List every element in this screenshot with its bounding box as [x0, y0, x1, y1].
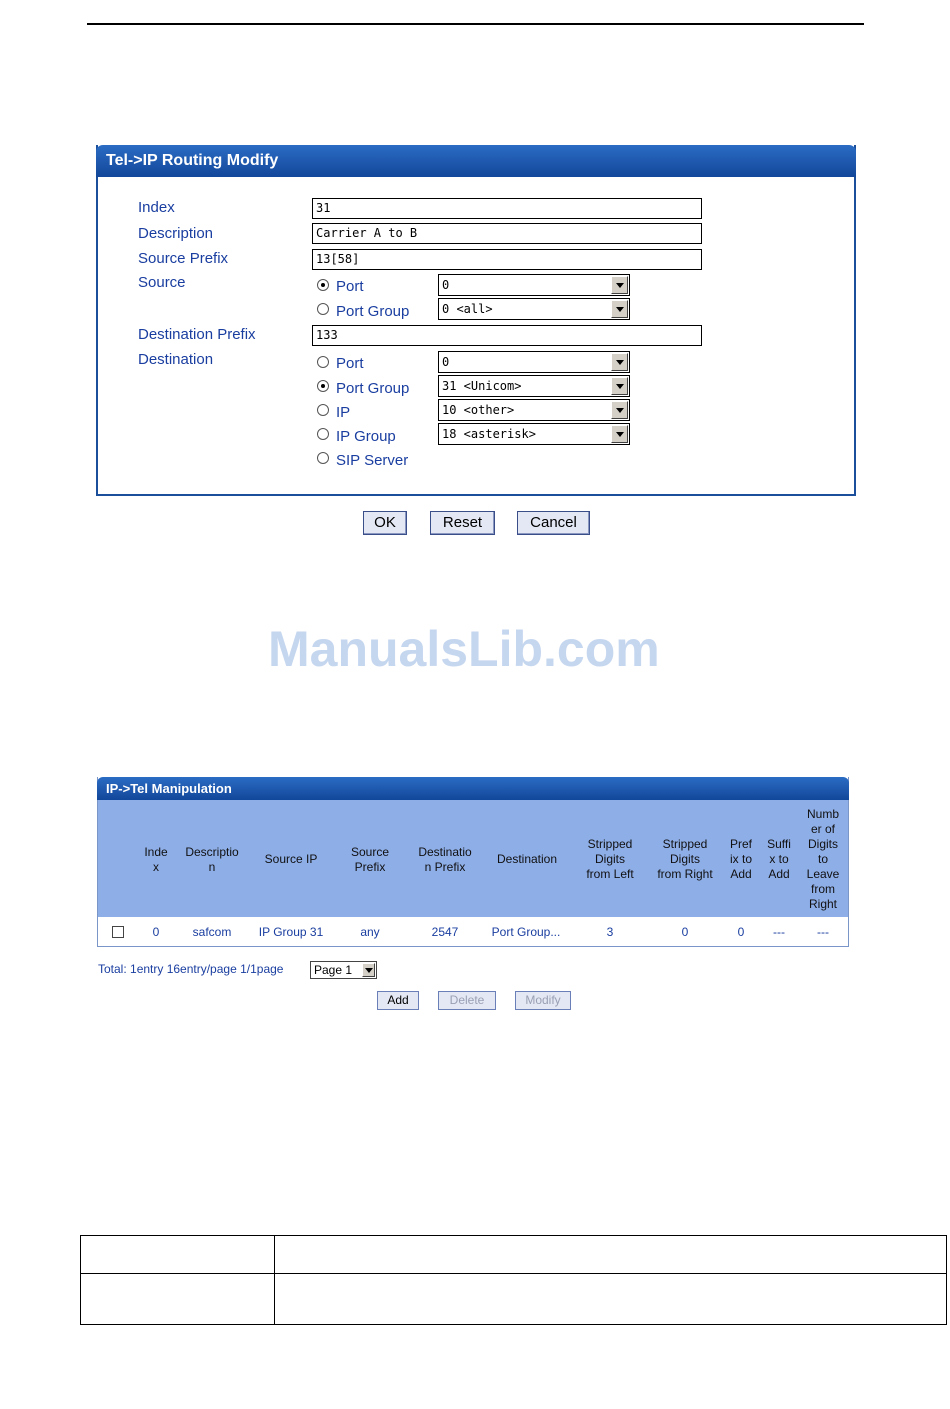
routing-panel-title: Tel->IP Routing Modify	[96, 145, 856, 177]
chevron-down-icon[interactable]	[611, 377, 628, 395]
source-port-group-value: 0 <all>	[442, 302, 493, 316]
pagination-summary: Total: 1entry 16entry/page 1/1page	[98, 962, 284, 976]
source-prefix-field[interactable]: 13[58]	[312, 249, 702, 270]
th-description: Descriptio n	[185, 845, 239, 874]
source-port-radio[interactable]	[317, 279, 329, 291]
chevron-down-icon[interactable]	[611, 401, 628, 419]
dest-sip-server-radio[interactable]	[317, 452, 329, 464]
watermark: ManualsLib.com	[268, 621, 660, 677]
cell-source-prefix: any	[360, 925, 380, 939]
manipulation-panel-title: IP->Tel Manipulation	[97, 777, 849, 800]
dest-port-group-select[interactable]	[438, 375, 630, 397]
description-field[interactable]: Carrier A to B	[312, 223, 702, 244]
cell-stripped-right: 0	[681, 925, 689, 939]
cell-source-ip: IP Group 31	[258, 925, 324, 939]
dest-port-select[interactable]	[438, 351, 630, 373]
th-suffix-add: Suffi x to Add	[767, 837, 791, 881]
cell-prefix-add: 0	[737, 925, 745, 939]
reset-button[interactable]: Reset	[430, 511, 495, 535]
chevron-down-icon[interactable]	[611, 425, 628, 443]
table-column-divider	[274, 1236, 275, 1324]
dest-ip-group-select[interactable]	[438, 423, 630, 445]
modify-button[interactable]: Modify	[515, 991, 571, 1010]
cell-description: safcom	[192, 925, 232, 939]
dest-port-group-radio[interactable]	[317, 380, 329, 392]
source-port-group-radio[interactable]	[317, 303, 329, 315]
th-source-prefix: Source Prefix	[350, 845, 390, 874]
dest-port-label: Port	[336, 355, 364, 372]
dest-ip-label: IP	[336, 404, 351, 421]
ok-button[interactable]: OK	[363, 511, 407, 535]
chevron-down-icon[interactable]	[611, 353, 628, 371]
add-button[interactable]: Add	[377, 991, 419, 1010]
destination-prefix-label: Destination Prefix	[138, 326, 256, 343]
table-row-divider	[81, 1273, 946, 1274]
description-label: Description	[138, 225, 214, 242]
th-stripped-right: Stripped Digits from Right	[657, 837, 713, 881]
th-source-ip: Source IP	[264, 852, 318, 866]
dest-sip-server-label: SIP Server	[336, 452, 409, 469]
chevron-down-icon[interactable]	[362, 963, 375, 977]
dest-ip-select[interactable]	[438, 399, 630, 421]
chevron-down-icon[interactable]	[611, 276, 628, 294]
source-port-select[interactable]	[438, 274, 630, 296]
source-port-group-label: Port Group	[336, 303, 410, 320]
cell-suffix-add: ---	[773, 925, 785, 939]
th-destination-prefix: Destinatio n Prefix	[418, 845, 472, 874]
destination-label: Destination	[138, 351, 214, 368]
th-destination: Destination	[496, 852, 558, 866]
dest-port-radio[interactable]	[317, 356, 329, 368]
index-label: Index	[138, 199, 175, 216]
bottom-table	[80, 1235, 947, 1325]
th-prefix-add: Pref ix to Add	[729, 837, 753, 881]
index-field[interactable]: 31	[312, 198, 702, 219]
th-stripped-left: Stripped Digits from Left	[586, 837, 634, 881]
page-select[interactable]	[310, 961, 377, 979]
page-select-value: Page 1	[314, 963, 353, 977]
cell-destination: Port Group...	[491, 925, 561, 939]
dest-ip-radio[interactable]	[317, 404, 329, 416]
cell-stripped-left: 3	[606, 925, 614, 939]
source-label: Source	[138, 274, 186, 291]
cell-index: 0	[152, 925, 160, 939]
dest-port-value: 0	[442, 355, 450, 369]
dest-ip-group-value: 18 <asterisk>	[442, 427, 536, 441]
row-checkbox[interactable]	[112, 926, 124, 938]
source-port-group-select[interactable]	[438, 298, 630, 320]
chevron-down-icon[interactable]	[611, 300, 628, 318]
top-rule	[87, 23, 864, 25]
cell-destination-prefix: 2547	[431, 925, 459, 939]
routing-modify-panel	[96, 145, 856, 496]
source-port-value: 0	[442, 278, 450, 292]
cell-digits-leave: ---	[817, 925, 829, 939]
dest-ip-value: 10 <other>	[442, 403, 515, 417]
th-digits-leave: Numb er of Digits to Leave from Right	[806, 807, 840, 911]
source-port-label: Port	[336, 278, 364, 295]
th-index: Inde x	[144, 845, 168, 874]
manipulation-panel	[97, 777, 849, 947]
dest-ip-group-label: IP Group	[336, 428, 396, 445]
destination-prefix-field[interactable]: 133	[312, 325, 702, 346]
delete-button[interactable]: Delete	[438, 991, 496, 1010]
dest-port-group-value: 31 <Unicom>	[442, 379, 522, 393]
source-prefix-label: Source Prefix	[138, 250, 229, 267]
dest-ip-group-radio[interactable]	[317, 428, 329, 440]
dest-port-group-label: Port Group	[336, 380, 410, 397]
cancel-button[interactable]: Cancel	[517, 511, 590, 535]
